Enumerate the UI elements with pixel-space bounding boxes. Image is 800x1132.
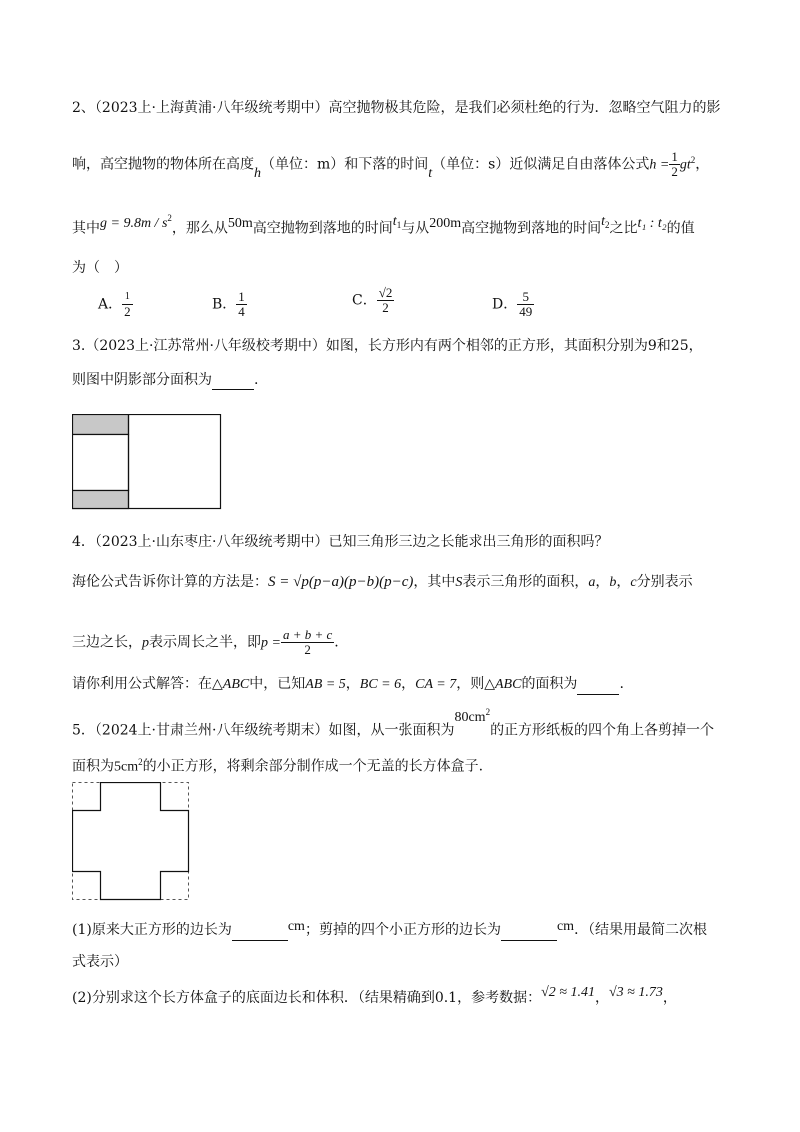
option-c[interactable]: C． $\frac{√2}{2}$ bbox=[352, 285, 393, 315]
question-text: 高空抛物极其危险，是我们必须杜绝的行为．忽略空气阻力的影 bbox=[328, 100, 721, 116]
q2-line-1 bbox=[72, 98, 720, 118]
ratio: t₁ : t₂ bbox=[637, 215, 667, 231]
question-number: 4． bbox=[72, 534, 95, 550]
question-text: 已知三角形三边之长能求出三角形的面积吗？ bbox=[328, 534, 609, 550]
height-200m: 200m bbox=[429, 215, 462, 231]
q4-line-4: 请你利用公式解答：在△ABC中，已知AB = 5，BC = 6，CA = 7，则△ABC的面积为 . bbox=[72, 674, 624, 695]
cross-outline bbox=[73, 783, 189, 900]
answer-blank-small-side[interactable] bbox=[501, 940, 557, 941]
variable-h: h bbox=[254, 165, 261, 181]
fraction-half: $\frac{1}{2}$ bbox=[671, 149, 678, 180]
q2-line-2: 响，高空抛物的物体所在高度h（单位：m）和下落的时间t（单位：s）近似满足自由落体公式h = $\frac{1}{2}$ $gt^2$， bbox=[72, 149, 710, 181]
semiperimeter-fraction: $\frac{a + b + c}{2}$ bbox=[282, 627, 333, 657]
option-d[interactable]: D． $\frac{5}{49}$ bbox=[492, 289, 533, 319]
q5-part-1-cont: 式表示） bbox=[72, 954, 128, 970]
answer-blank-side[interactable] bbox=[232, 940, 288, 941]
option-b[interactable]: B． $\frac{1}{4}$ bbox=[212, 289, 245, 319]
heron-formula: S = √p(p−a)(p−b)(p−c) bbox=[268, 574, 414, 590]
question-number: 2、 bbox=[72, 100, 95, 116]
question-source: （2023上·江苏常州·八年级校考期中） bbox=[85, 338, 326, 354]
answer-blank[interactable] bbox=[212, 389, 254, 390]
formula: h = bbox=[649, 157, 670, 173]
sqrt3-approx: √3 ≈ 1.73 bbox=[608, 985, 663, 1000]
question-text: 如图，长方形内有两个相邻的正方形，其面积分别为9和25， bbox=[325, 338, 703, 354]
q5-part-2: (2)分别求这个长方体盒子的底面边长和体积．（结果精确到0.1，参考数据：√2 ≈ 1.41，√3 ≈ 1.73， bbox=[72, 985, 677, 1006]
q5-part-1: (1)原来大正方形的边长为 cm；剪掉的四个小正方形的边长为 cm．（结果用最简二次根 bbox=[72, 920, 707, 941]
q3-line-2: 则图中阴影部分面积为 . bbox=[72, 372, 259, 388]
sqrt2-approx: √2 ≈ 1.41 bbox=[541, 985, 595, 1000]
area-5: 5cm bbox=[114, 759, 139, 775]
q5-line-1: 5．（2024上·甘肃兰州·八年级统考期末）如图，从一张面积为$80cm^2$的正方形纸板的四个角上各剪掉一个 bbox=[72, 707, 715, 739]
q2-line-4: 为（ ） bbox=[72, 260, 128, 276]
q4-line-2: 海伦公式告诉你计算的方法是：S = √p(p−a)(p−b)(p−c)，其中S表示三角形的面积，a，b，c分别表示 bbox=[72, 574, 693, 590]
question-number: 3. bbox=[72, 338, 86, 354]
question-source: （2023上·山东枣庄·八年级统考期中） bbox=[94, 534, 329, 550]
rectangle-figure bbox=[72, 414, 222, 510]
question-source: （2023上·上海黄浦·八年级统考期中） bbox=[94, 100, 329, 116]
q2-line-3: 其中$g = 9.8m / s^2$，那么从50m高空抛物到落地的时间$t_1$与从200m高空抛物到落地的时间$t_2$之比t₁ : t₂的值 bbox=[72, 213, 695, 237]
area-80: 80cm bbox=[454, 709, 486, 725]
question-number: 5． bbox=[72, 722, 95, 739]
option-a[interactable]: A． $\frac{1}{2}$ bbox=[98, 291, 131, 319]
cross-figure bbox=[72, 782, 190, 902]
q3-line-1 bbox=[72, 336, 703, 356]
shaded-region-top bbox=[73, 415, 129, 435]
q4-line-3: 三边之长，p表示周长之半，即p = $\frac{a + b + c}{2}$ . bbox=[72, 627, 339, 657]
shaded-region-bottom bbox=[73, 491, 129, 509]
height-50m: 50m bbox=[227, 215, 253, 231]
dashed-square bbox=[73, 783, 189, 900]
variable-t: t bbox=[428, 165, 433, 181]
answer-blank[interactable] bbox=[577, 694, 619, 695]
q4-line-1 bbox=[72, 532, 608, 552]
small-square bbox=[73, 435, 129, 491]
question-source: （2024上·甘肃兰州·八年级统考期末） bbox=[94, 722, 329, 739]
q5-line-2: 面积为$5cm^2$的小正方形，将剩余部分制作成一个无盖的长方体盒子. bbox=[72, 757, 484, 775]
gravity-value: g = 9.8m / s bbox=[100, 215, 168, 231]
